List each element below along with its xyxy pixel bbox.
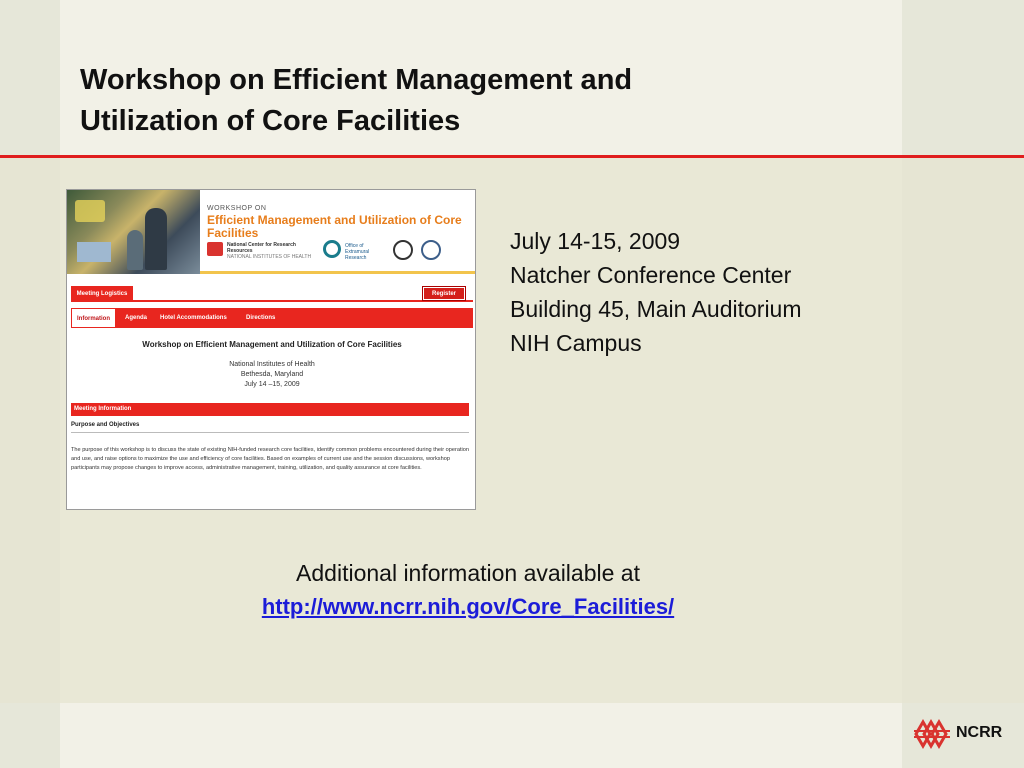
agency-seal-icon [393, 240, 413, 260]
ncrr-logo-icon [912, 716, 954, 752]
slide-title-line-2: Utilization of Core Facilities [80, 105, 461, 137]
slide-title-line-1: Workshop on Efficient Management and [80, 64, 633, 96]
ncrr-logo-label: NCRR [956, 724, 1003, 741]
register-button: Register [423, 287, 465, 300]
ncrr-mini-logo-icon [207, 242, 223, 256]
subnav-information: Information [71, 308, 116, 328]
subnav-directions: Directions [246, 315, 276, 321]
website-screenshot [66, 189, 476, 510]
oer-logo-icon [323, 240, 341, 258]
tab-meeting-logistics: Meeting Logistics [71, 286, 133, 302]
site-tabbar [71, 286, 473, 302]
sponsor-logos [207, 238, 472, 264]
title-divider [0, 155, 1024, 158]
oer-logo-text: Office of Extramural Research [345, 243, 370, 261]
purpose-divider [71, 432, 469, 433]
meeting-information-bar: Meeting Information [71, 403, 469, 416]
site-subnav [71, 308, 473, 328]
site-address: National Institutes of Health Bethesda, Maryland July 14 –15, 2009 [229, 361, 315, 388]
purpose-body: The purpose of this workshop is to discuss the state of existing NIH-funded research core facilities, identify common problems encountered during their operation and use, and raise options to maximize the use and efficiency of core facilities. Based on examples of current use and the session discussions, workshop participants may propose changes to improve access, administrative management, training, utilization, and quality assurance at core facilities. [71, 447, 469, 471]
event-details [510, 224, 890, 360]
core-facilities-link[interactable]: http://www.ncrr.nih.gov/Core_Facilities/ [261, 594, 675, 619]
purpose-heading: Purpose and Objectives [71, 422, 140, 428]
site-heading: Workshop on Efficient Management and Utilization of Core Facilities [142, 340, 402, 349]
subnav-agenda: Agenda [125, 315, 148, 321]
banner-kicker: WORKSHOP ON [207, 205, 267, 212]
event-venue: Natcher Conference Center [510, 262, 792, 288]
slide-title [80, 60, 840, 142]
event-campus: NIH Campus [510, 330, 642, 356]
hhs-seal-icon [421, 240, 441, 260]
ncrr-mini-logo-text: National Center for Research Resources NATIONAL INSTITUTES OF HEALTH [227, 242, 312, 260]
event-room: Building 45, Main Auditorium [510, 296, 802, 322]
banner-title: Efficient Management and Utilization of Core Facilities [207, 213, 462, 240]
subnav-hotel-accommodations: Hotel Accommodations [160, 315, 227, 321]
event-date: July 14-15, 2009 [510, 228, 681, 254]
footer-area [60, 703, 902, 768]
additional-info-text: Additional information available at [296, 560, 640, 586]
lab-photo [67, 190, 200, 274]
